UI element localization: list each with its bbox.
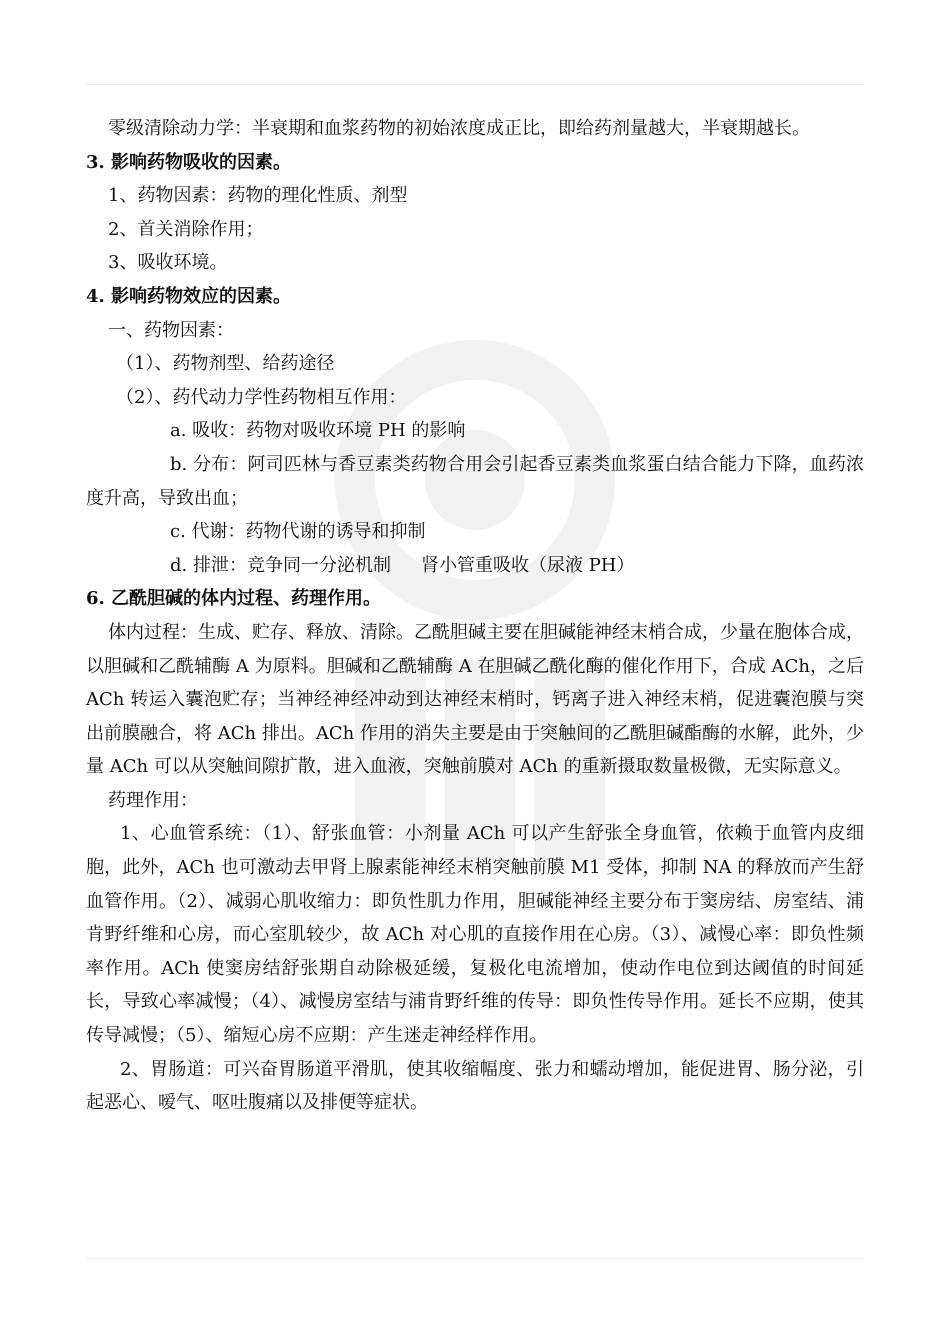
- paragraph-pharmacology-label: 药理作用：: [108, 789, 198, 811]
- header-rule: [86, 84, 864, 85]
- excretion-part-2: 肾小管重吸收（尿液 PH）: [420, 554, 635, 576]
- list-item-absorption-ph: a. 吸收：药物对吸收环境 PH 的影响: [170, 420, 466, 442]
- list-item-distribution: b. 分布：阿司匹林与香豆素类药物合用会引起香豆素类血浆蛋白结合能力下降，血药浓度升高，导致出血；: [86, 453, 864, 509]
- list-item-absorption-1: 1、药物因素：药物的理化性质、剂型: [108, 185, 408, 207]
- list-item-dosage-route: （1）、药物剂型、给药途径: [116, 353, 335, 375]
- document-body: [86, 112, 864, 1120]
- paragraph-gastrointestinal: 2、胃肠道：可兴奋胃肠道平滑肌，使其收缩幅度、张力和蠕动增加，能促进胃、肠分泌，引起恶心、嗳气、呕吐腹痛以及排便等症状。: [86, 1058, 864, 1114]
- paragraph-cardiovascular: 1、心血管系统：（1）、舒张血管：小剂量 ACh 可以产生舒张全身血管，依赖于血管内皮细胞，此外，ACh 也可激动去甲肾上腺素能神经末梢突触前膜 M1 受体，抑制 NA 的释放而产生舒血管作用。（2）、减弱心肌收缩力：即负性肌力作用，胆碱能神经主要分布于窦房结、房室结、浦肯野纤维和心房，而心室肌较少，故 ACh 对心肌的直接作用在心房。（3）、减慢心率：即负性频率作用。ACh 使窦房结舒张期自动除极延缓，复极化电流增加，使动作电位到达阈值的时间延长，导致心率减慢；（4）、减慢房室结与浦肯野纤维的传导：即负性传导作用。延长不应期，使其传导减慢；（5）、缩短心房不应期：产生迷走神经样作用。: [86, 823, 864, 1047]
- list-item-pk-interaction: （2）、药代动力学性药物相互作用：: [116, 386, 407, 408]
- list-item-absorption-3: 3、吸收环境。: [108, 252, 228, 274]
- list-item-metabolism: c. 代谢：药物代谢的诱导和抑制: [170, 521, 426, 543]
- heading-absorption-factors: 3. 影响药物吸收的因素。: [86, 151, 292, 173]
- list-item-absorption-2: 2、首关消除作用；: [108, 218, 264, 240]
- paragraph-ach-in-vivo: 体内过程：生成、贮存、释放、清除。乙酰胆碱主要在胆碱能神经末梢合成，少量在胞体合成，以胆碱和乙酰辅酶 A 为原料。胆碱和乙酰辅酶 A 在胆碱乙酰化酶的催化作用下，合成 ACh，之后 ACh 转运入囊泡贮存；当神经神经冲动到达神经末梢时，钙离子进入神经末梢，促进囊泡膜与突出前膜融合，将 ACh 排出。ACh 作用的消失主要是由于突触间的乙酰胆碱酯酶的水解，此外，少量 ACh 可以从突触间隙扩散，进入血液，突触前膜对 ACh 的重新摄取数量极微，无实际意义。: [86, 621, 864, 778]
- heading-acetylcholine: 6. 乙酰胆碱的体内过程、药理作用。: [86, 588, 382, 610]
- list-item-excretion: [86, 549, 864, 583]
- footer-rule: [86, 1258, 864, 1259]
- list-item-drug-factors: 一、药物因素：: [108, 319, 234, 341]
- heading-effect-factors: 4. 影响药物效应的因素。: [86, 285, 292, 307]
- paragraph-zero-order-kinetics: 零级清除动力学：半衰期和血浆药物的初始浓度成正比，即给药剂量越大，半衰期越长。: [108, 118, 810, 139]
- excretion-part-1: d. 排泄：竞争同一分泌机制: [170, 554, 391, 576]
